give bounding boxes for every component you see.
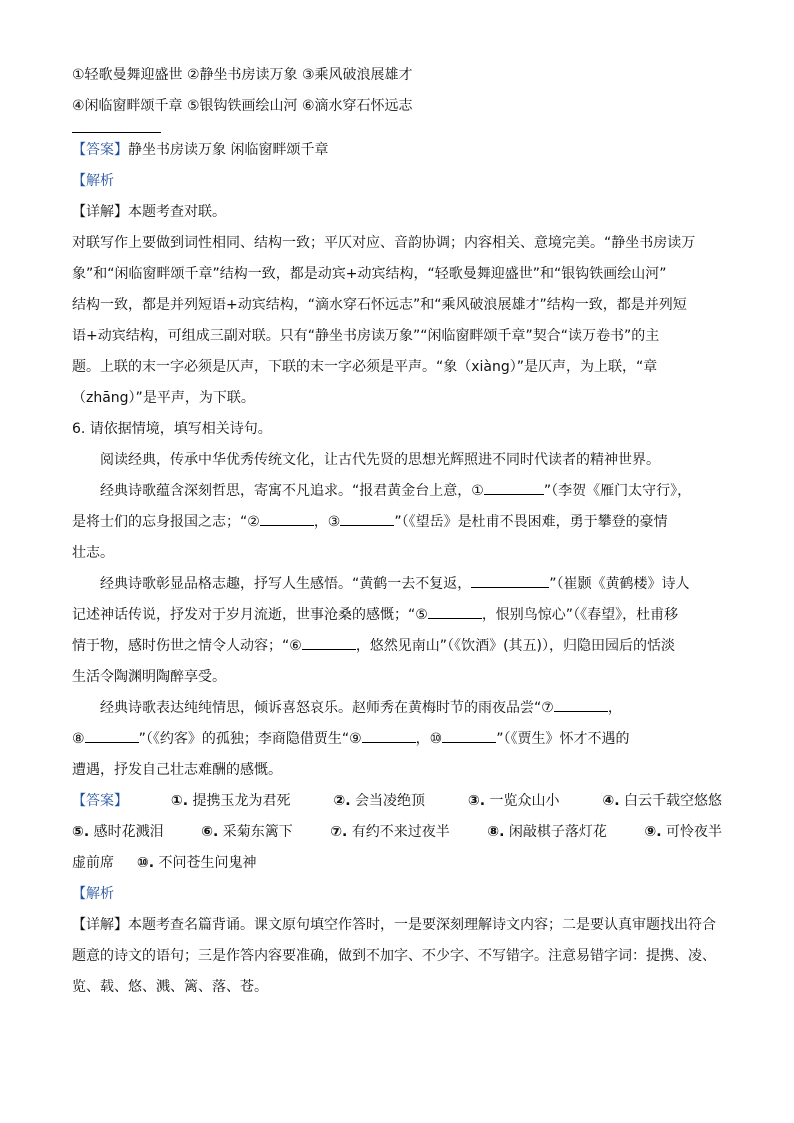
q6-p2-line-2	[72, 600, 722, 631]
q6-analysis-tag: 【解析	[72, 886, 114, 902]
q5-detail-head: 本题考查对联。	[128, 204, 226, 220]
blank-3[interactable]	[340, 511, 394, 526]
separator-rule	[72, 132, 161, 133]
answer-tag: 【答案】	[72, 793, 128, 809]
answer-item: ⑤. 感时花溅泪	[72, 824, 164, 840]
q6-text: ”（《望岳》是杜甫不畏困难，勇于攀登的豪情	[394, 514, 668, 530]
blank-1[interactable]	[484, 480, 544, 495]
answer-item: ③. 一览众山小	[467, 793, 560, 809]
q6-text: 经典诗歌彰显品格志趣，抒写人生感悟。“黄鹤一去不复返，	[100, 576, 472, 592]
q6-detail-line-2: 题意的诗文的语句；三是作答内容要准确，做到不加字、不少字、不写错字。注意易错字词：提携、凌、	[72, 948, 716, 964]
q5-detail-line: 语+动宾结构，可组成三副对联。只有“静坐书房读万象”“闲临窗畔颂千章”契合“读万卷书”的主	[72, 328, 660, 344]
q6-detail-text: 本题考查名篇背诵。课文原句填空作答时，一是要深刻理解诗文内容；二是要认真审题找出符合	[128, 917, 716, 933]
q6-text: ，⑩	[415, 731, 443, 747]
q6-p2-line-4: 生活令陶渊明陶醉享受。	[72, 669, 226, 685]
answer-item: ⑥. 采菊东篱下	[201, 824, 293, 840]
q6-text: ，恨别鸟惊心”（《春望》，杜甫移	[481, 607, 679, 623]
q6-answer-row-2	[72, 817, 722, 848]
q5-detail-line: 题。上联的末一字必须是仄声，下联的末一字必须是平声。“象（xiàng）”是仄声，为上联，“章	[72, 359, 658, 375]
q5-answer-line	[72, 135, 722, 166]
q6-p1-line-1	[72, 476, 722, 507]
q6-p3-line-3: 遭遇，抒发自己壮志难酬的感慨。	[72, 762, 282, 778]
detail-tag: 【详解】	[72, 917, 128, 933]
q6-text: 是将士们的忘身报国之志；“②	[72, 514, 260, 530]
answer-item: ⑨. 可怜夜半	[644, 824, 722, 840]
q6-answer-row-1	[72, 786, 722, 817]
q6-text: ”（李贺《雁门太守行》，	[543, 483, 692, 499]
q6-title: 6. 请依据情境，填写相关诗句。	[72, 421, 272, 437]
q6-text: ，悠然见南山”（《饮酒》(其五)），归隐田园后的恬淡	[355, 638, 675, 654]
blank-9[interactable]	[362, 728, 416, 743]
q6-p3-line-2	[72, 724, 722, 755]
blank-2[interactable]	[260, 511, 314, 526]
q6-text: 记述神话传说，抒发对于岁月流逝，世事沧桑的感慨；“⑤	[72, 607, 428, 623]
q6-answer-row-3	[72, 848, 722, 879]
q6-text: ，③	[313, 514, 341, 530]
blank-7[interactable]	[554, 697, 608, 712]
blank-8[interactable]	[85, 728, 139, 743]
q6-text: ”（《约客》的孤独；李商隐借贾生“⑨	[138, 731, 362, 747]
answer-item: ⑧. 闲敲棋子落灯花	[487, 824, 607, 840]
blank-5[interactable]	[428, 604, 482, 619]
answer-item: ②. 会当凌绝顶	[333, 793, 425, 809]
answer-item: ⑦. 有约不来过夜半	[330, 824, 450, 840]
q5-detail-line: 结构一致，都是并列短语+动宾结构，“滴水穿石怀远志”和“乘风破浪展雄才”结构一致，都是并列短	[72, 297, 687, 313]
q5-answer-text: 静坐书房读万象 闲临窗畔颂千章	[128, 142, 329, 158]
q5-detail-head-line	[72, 197, 722, 228]
detail-tag: 【详解】	[72, 204, 128, 220]
q6-detail-line-1	[72, 910, 722, 941]
q6-text: 情于物，感时伤世之情令人动容；“⑥	[72, 638, 302, 654]
option-line-2: ④闲临窗畔颂千章 ⑤银钩铁画绘山河 ⑥滴水穿石怀远志	[72, 98, 413, 114]
q5-detail-line: 象”和“闲临窗畔颂千章”结构一致，都是动宾+动宾结构，“轻歌曼舞迎盛世”和“银钩铁画绘山河”	[72, 266, 667, 282]
q6-p2-line-1	[72, 569, 722, 600]
answer-tag: 【答案】	[72, 142, 128, 158]
q5-analysis-tag: 【解析	[72, 173, 114, 189]
q6-p3-line-1	[72, 693, 722, 724]
q6-text: ”（崔颢《黄鹤楼》诗人	[549, 576, 690, 592]
blank-6[interactable]	[302, 635, 356, 650]
answer-item-continued: 虚前席	[72, 855, 114, 871]
q6-p2-line-3	[72, 631, 722, 662]
q6-text: ，	[607, 700, 622, 716]
answer-item: ④. 白云千载空悠悠	[602, 793, 722, 809]
answer-item: ⑩. 不问苍生问鬼神	[136, 855, 257, 871]
q5-detail-line: （zhāng）”是平声，为下联。	[72, 390, 255, 406]
option-line-1: ①轻歌曼舞迎盛世 ②静坐书房读万象 ③乘风破浪展雄才	[72, 67, 413, 83]
q6-text: 经典诗歌表达纯纯情思，倾诉喜怒哀乐。赵师秀在黄梅时节的雨夜品尝“⑦	[100, 700, 554, 716]
answer-item: ①. 提携玉龙为君死	[170, 793, 291, 809]
blank-10[interactable]	[442, 728, 496, 743]
q6-p1-line-2	[72, 507, 722, 538]
q5-detail-line: 对联写作上要做到词性相同、结构一致；平仄对应、音韵协调；内容相关、意境完美。“静坐书房读万	[72, 235, 696, 251]
blank-4[interactable]	[471, 573, 549, 588]
q6-text: ”（《贾生》怀才不遇的	[496, 731, 630, 747]
q6-detail-line-3: 览、载、悠、溅、篱、落、苍。	[72, 979, 268, 995]
q6-p1-line-3: 壮志。	[72, 545, 114, 561]
q6-intro: 阅读经典，传承中华优秀传统文化，让古代先贤的思想光辉照进不同时代读者的精神世界。	[100, 452, 660, 468]
document-page	[72, 60, 722, 1003]
q6-text: 经典诗歌蕴含深刻哲思，寄寓不凡追求。“报君黄金台上意，①	[100, 483, 484, 499]
q6-text: ⑧	[72, 731, 85, 747]
